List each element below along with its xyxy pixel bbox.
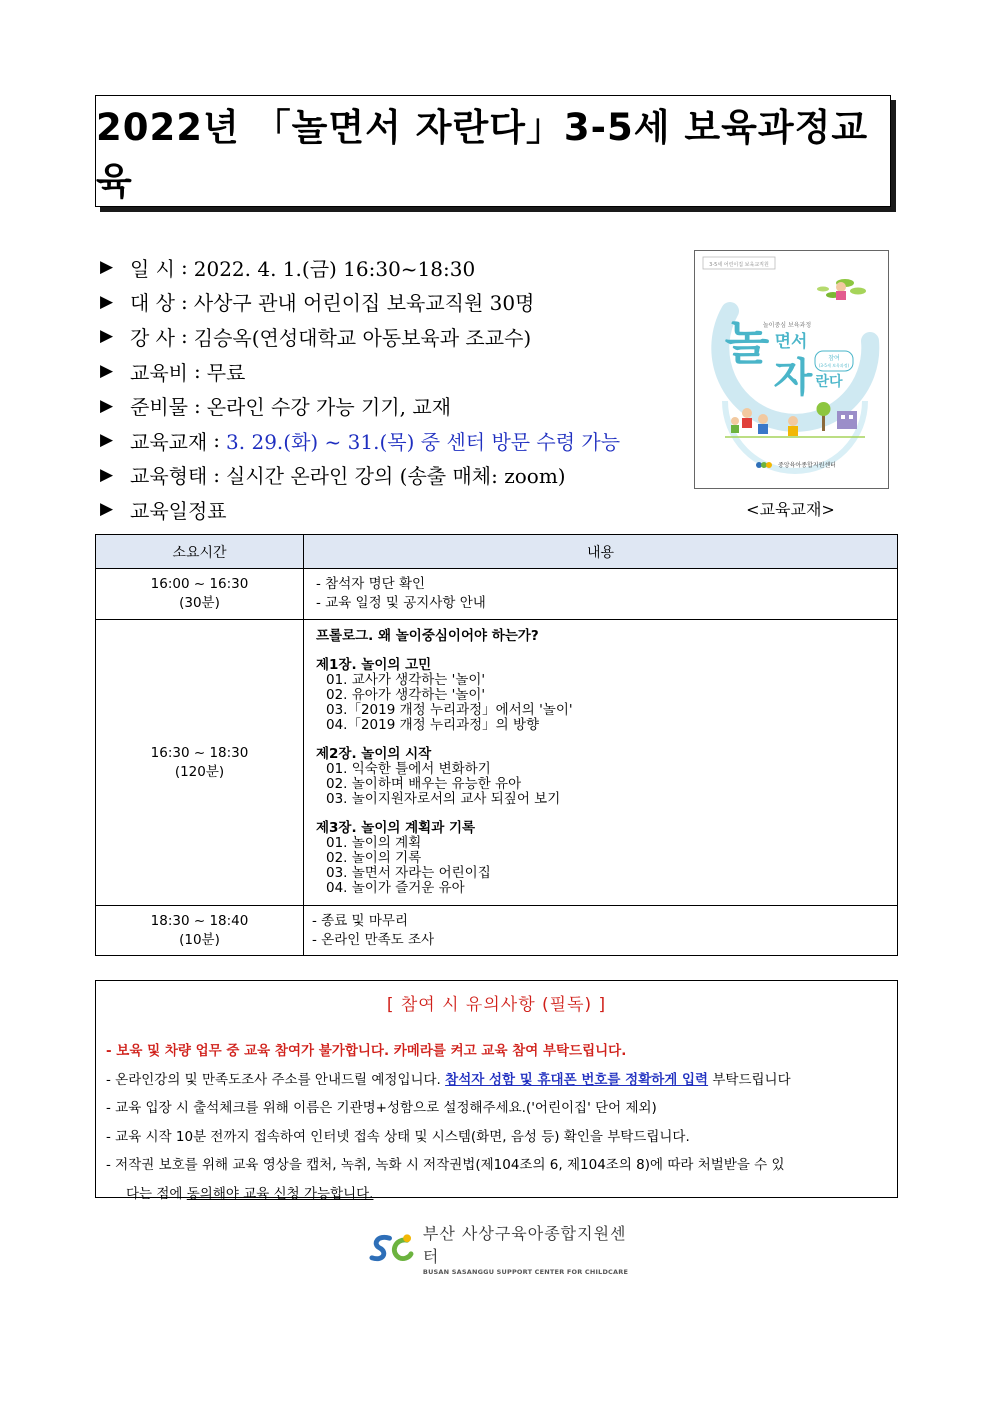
notice-underline: 동의해야 교육 신청 가능합니다. — [186, 1185, 374, 1202]
notice-line: - 교육 시작 10분 전까지 접속하여 인터넷 접속 상태 및 시스템(화면, 음성 등) 확인을 부탁드립니다. — [106, 1128, 690, 1145]
cover-big1: 놀 — [724, 316, 770, 370]
info-label: 교육교재 — [130, 429, 208, 454]
content-line: 04.「2019 개정 누리과정」의 방향 — [326, 717, 540, 733]
table-row — [96, 620, 898, 906]
cover-small1: 면서 — [774, 332, 808, 352]
footer-text — [423, 1221, 638, 1276]
content-heading: 제2장. 놀이의 시작 — [316, 746, 432, 762]
info-label: 교육일정표 — [130, 498, 227, 523]
svg-text:놀이중심 보육과정: 놀이중심 보육과정 — [762, 322, 812, 329]
content-cell — [304, 569, 898, 620]
info-label: 대 상 — [130, 291, 175, 316]
arrow-icon: ▶ — [100, 291, 114, 312]
duration: (120분) — [174, 763, 225, 780]
content-line: - 온라인 만족도 조사 — [312, 931, 435, 948]
info-row-format — [100, 458, 690, 493]
info-list — [100, 250, 690, 527]
info-value: 사상구 관내 어린이집 보육교직원 30명 — [193, 291, 535, 316]
info-label: 준비물 — [130, 395, 188, 420]
title-box — [95, 95, 891, 207]
separator: : — [213, 428, 221, 453]
content-heading: 프롤로그. 왜 놀이중심이어야 하는가? — [316, 628, 539, 644]
info-value: 실시간 온라인 강의 (송출 매체: zoom) — [226, 464, 566, 489]
info-row-textbook — [100, 423, 690, 458]
content-line: - 참석자 명단 확인 — [316, 576, 426, 592]
content-line: 01. 놀이의 계획 — [326, 835, 422, 851]
notice-list — [96, 1037, 897, 1208]
time-cell — [96, 620, 304, 906]
table-row — [96, 906, 898, 956]
info-row-date — [100, 250, 690, 285]
header-time: 소요시간 — [96, 535, 304, 569]
separator: : — [181, 289, 188, 314]
info-row-schedule — [100, 492, 690, 527]
info-label: 강 사 — [130, 325, 175, 350]
notice-text: 다는 점에 — [126, 1185, 187, 1202]
content-line: 02. 유아가 생각하는 '놀이' — [326, 687, 486, 703]
content-line: 01. 익숙한 틀에서 변화하기 — [326, 761, 491, 777]
arrow-icon: ▶ — [100, 464, 114, 485]
page-title: 2022년 「놀면서 자란다」3-5세 보육과정교육 — [96, 106, 869, 203]
separator: : — [213, 462, 221, 487]
content-line: 03.「2019 개정 누리과정」에서의 '놀이' — [326, 702, 573, 718]
info-value: 김승옥(연성대학교 아동보육과 조교수) — [193, 325, 532, 350]
notice-text: 부탁드립니다 — [708, 1071, 791, 1088]
time-range: 18:30 ~ 18:40 — [150, 912, 249, 929]
info-row-target — [100, 285, 690, 320]
arrow-icon: ▶ — [100, 499, 114, 520]
textbook-caption: <교육교재> — [746, 500, 835, 519]
separator: : — [193, 393, 201, 418]
content-line: 04. 놀이가 즐거운 유아 — [326, 880, 465, 896]
header-content: 내용 — [304, 535, 898, 569]
cover-badge2: (3-5세 보육과정) — [818, 363, 850, 368]
notice-text: - 온라인강의 및 만족도조사 주소를 안내드릴 예정입니다. — [106, 1071, 446, 1088]
table-row — [96, 569, 898, 620]
notice-line: - 교육 입장 시 출석체크를 위해 이름은 기관명+성함으로 설정해주세요.('어린이집' 단어 제외) — [106, 1100, 657, 1116]
info-row-fee — [100, 354, 690, 389]
cover-top-text: 3-5세 어린이집 보육교직원 — [709, 262, 769, 268]
cover-big2: 자 — [773, 355, 813, 401]
time-cell — [96, 906, 304, 956]
schedule-table — [95, 534, 898, 956]
info-label: 교육형태 — [130, 464, 208, 489]
center-name-ko: 부산 사상구육아종합지원센터 — [422, 1223, 627, 1266]
time-cell — [96, 569, 304, 620]
notice-emphasis: 참석자 성함 및 휴대폰 번호를 정확하게 입력 — [445, 1071, 709, 1088]
textbook-cover — [694, 250, 889, 489]
notice-title: [ 참여 시 유의사항 (필독) ] — [386, 995, 607, 1015]
center-logo-icon — [368, 1230, 415, 1266]
arrow-icon: ▶ — [100, 326, 114, 347]
duration: (30분) — [179, 595, 220, 611]
table-header-row — [96, 535, 898, 569]
content-line: 01. 교사가 생각하는 '놀이' — [326, 672, 486, 688]
notice-line — [106, 1180, 887, 1209]
center-name-en: BUSAN SASANGGU SUPPORT CENTER FOR CHILDCARE — [422, 1267, 629, 1276]
arrow-icon: ▶ — [100, 395, 114, 416]
duration: (10분) — [179, 931, 220, 948]
content-line: 02. 놀이하며 배우는 유능한 유아 — [326, 776, 522, 792]
cover-small2: 란다 — [815, 374, 843, 390]
cover-badge1: 참여 — [828, 355, 840, 362]
separator: : — [181, 255, 188, 280]
content-cell — [304, 906, 898, 956]
notice-line: - 보육 및 차량 업무 중 교육 참여가 불가합니다. 카메라를 켜고 교육 참여 부탁드립니다. — [106, 1043, 627, 1059]
info-label: 일 시 — [130, 256, 175, 281]
content-heading: 제3장. 놀이의 계획과 기록 — [316, 820, 476, 836]
notice-line — [106, 1066, 887, 1095]
time-range: 16:00 ~ 16:30 — [150, 576, 249, 592]
arrow-icon: ▶ — [100, 257, 114, 278]
content-line: 03. 놀면서 자라는 어린이집 — [326, 865, 491, 881]
separator: : — [181, 324, 188, 349]
cover-publisher: 중앙육아종합지원센터 — [778, 462, 836, 469]
info-value: 2022. 4. 1.(금) 16:30~18:30 — [193, 256, 476, 281]
info-row-lecturer — [100, 319, 690, 354]
content-cell — [304, 620, 898, 906]
content-line: - 종료 및 마무리 — [312, 912, 408, 929]
separator: : — [193, 359, 201, 384]
content-line: 02. 놀이의 기록 — [326, 850, 422, 866]
content-line: - 교육 일정 및 공지사항 안내 — [316, 595, 486, 611]
notice-line: - 저작권 보호를 위해 교육 영상을 캡처, 녹취, 녹화 시 저작권법(제104조의 6, 제104조의 8)에 따라 처벌받을 수 있 — [106, 1157, 785, 1173]
info-value: 온라인 수강 가능 기기, 교재 — [206, 395, 452, 420]
info-value: 무료 — [206, 360, 246, 385]
footer-logo — [368, 1223, 638, 1276]
time-range: 16:30 ~ 18:30 — [150, 744, 249, 761]
arrow-icon: ▶ — [100, 361, 114, 382]
content-heading: 제1장. 놀이의 고민 — [316, 657, 432, 673]
notice-box — [95, 980, 898, 1202]
arrow-icon: ▶ — [100, 430, 114, 451]
textbook-cover-illustration — [695, 251, 888, 488]
info-value: 3. 29.(화) ~ 31.(목) 중 센터 방문 수령 가능 — [226, 429, 621, 454]
content-line: 03. 놀이지원자로서의 교사 되짚어 보기 — [326, 791, 561, 807]
info-row-supplies — [100, 388, 690, 423]
info-label: 교육비 — [130, 360, 188, 385]
